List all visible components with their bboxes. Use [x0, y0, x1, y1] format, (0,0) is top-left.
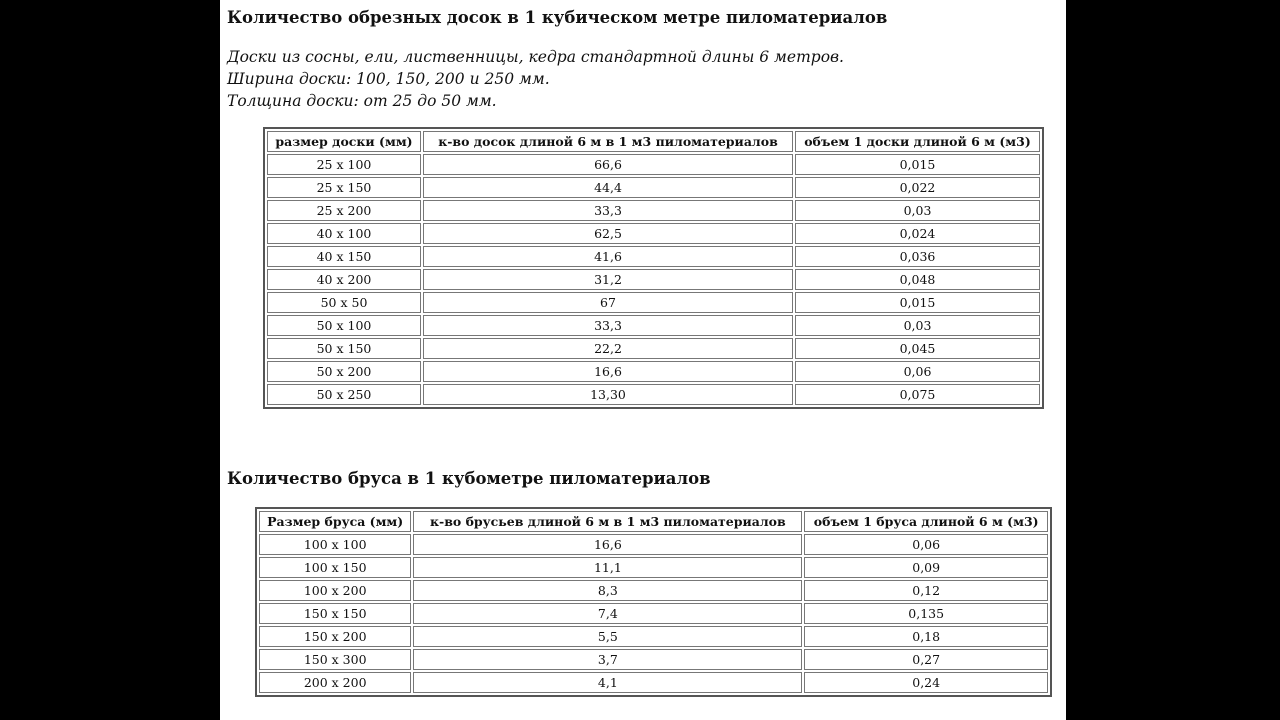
table-cell: 0,015 [795, 292, 1040, 313]
table-row [267, 361, 1040, 382]
column-header: объем 1 доски длиной 6 м (м3) [795, 131, 1040, 152]
table-cell: 40 х 150 [267, 246, 421, 267]
table-cell: 62,5 [423, 223, 793, 244]
table-cell: 41,6 [423, 246, 793, 267]
table-cell: 0,036 [795, 246, 1040, 267]
table-row [267, 315, 1040, 336]
table-cell: 150 х 300 [259, 649, 411, 670]
table-cell: 50 х 100 [267, 315, 421, 336]
beams-table-body [259, 511, 1048, 693]
table-row [259, 672, 1048, 693]
table-cell: 11,1 [413, 557, 802, 578]
table-cell: 0,09 [804, 557, 1048, 578]
table-cell: 3,7 [413, 649, 802, 670]
table-row [267, 223, 1040, 244]
table-cell: 0,015 [795, 154, 1040, 175]
table-header-row [267, 131, 1040, 152]
table-cell: 150 х 150 [259, 603, 411, 624]
table-cell: 0,06 [795, 361, 1040, 382]
table-header-row [259, 511, 1048, 532]
table-cell: 0,135 [804, 603, 1048, 624]
table-cell: 16,6 [413, 534, 802, 555]
table-cell: 13,30 [423, 384, 793, 405]
table-row [259, 603, 1048, 624]
table-row [259, 557, 1048, 578]
table-cell: 31,2 [423, 269, 793, 290]
table-row [267, 200, 1040, 221]
table-row [259, 534, 1048, 555]
table-cell: 0,024 [795, 223, 1040, 244]
table-row [267, 269, 1040, 290]
table-cell: 22,2 [423, 338, 793, 359]
table-cell: 25 х 100 [267, 154, 421, 175]
table-cell: 0,022 [795, 177, 1040, 198]
intro-line: Доски из сосны, ели, лиственницы, кедра стандартной длины 6 метров. [227, 48, 844, 66]
table-cell: 7,4 [413, 603, 802, 624]
table-cell: 50 х 250 [267, 384, 421, 405]
intro-line: Ширина доски: 100, 150, 200 и 250 мм. [227, 70, 550, 88]
table-cell: 50 х 150 [267, 338, 421, 359]
section1-title: Количество обрезных досок в 1 кубическом метре пиломатериалов [227, 8, 888, 27]
table-row [267, 177, 1040, 198]
table-cell: 40 х 100 [267, 223, 421, 244]
table-cell: 0,27 [804, 649, 1048, 670]
table-row [267, 292, 1040, 313]
table-row [267, 154, 1040, 175]
table-row [267, 246, 1040, 267]
column-header: к-во брусьев длиной 6 м в 1 м3 пиломатериалов [413, 511, 802, 532]
intro-line: Толщина доски: от 25 до 50 мм. [227, 92, 497, 110]
table-cell: 4,1 [413, 672, 802, 693]
table-cell: 200 х 200 [259, 672, 411, 693]
table-cell: 40 х 200 [267, 269, 421, 290]
table-cell: 100 х 150 [259, 557, 411, 578]
table-cell: 67 [423, 292, 793, 313]
table-cell: 50 х 200 [267, 361, 421, 382]
table-cell: 0,03 [795, 200, 1040, 221]
table-cell: 0,06 [804, 534, 1048, 555]
table-row [259, 580, 1048, 601]
table-cell: 66,6 [423, 154, 793, 175]
table-cell: 25 х 200 [267, 200, 421, 221]
document-page [220, 0, 1066, 720]
beams-table [255, 507, 1052, 697]
table-cell: 0,045 [795, 338, 1040, 359]
table-cell: 150 х 200 [259, 626, 411, 647]
section2-title: Количество бруса в 1 кубометре пиломатериалов [227, 469, 711, 488]
boards-table [263, 127, 1044, 409]
column-header: размер доски (мм) [267, 131, 421, 152]
table-row [259, 626, 1048, 647]
table-cell: 5,5 [413, 626, 802, 647]
table-cell: 8,3 [413, 580, 802, 601]
table-cell: 0,048 [795, 269, 1040, 290]
column-header: к-во досок длиной 6 м в 1 м3 пиломатериалов [423, 131, 793, 152]
table-row [267, 384, 1040, 405]
column-header: Размер бруса (мм) [259, 511, 411, 532]
table-cell: 33,3 [423, 200, 793, 221]
table-row [259, 649, 1048, 670]
table-cell: 33,3 [423, 315, 793, 336]
column-header: объем 1 бруса длиной 6 м (м3) [804, 511, 1048, 532]
table-cell: 100 х 200 [259, 580, 411, 601]
table-cell: 16,6 [423, 361, 793, 382]
table-cell: 0,24 [804, 672, 1048, 693]
section1-intro [227, 46, 844, 112]
table-cell: 0,12 [804, 580, 1048, 601]
table-cell: 0,075 [795, 384, 1040, 405]
table-cell: 0,18 [804, 626, 1048, 647]
table-row [267, 338, 1040, 359]
table-cell: 0,03 [795, 315, 1040, 336]
boards-table-body [267, 131, 1040, 405]
table-cell: 100 х 100 [259, 534, 411, 555]
table-cell: 50 х 50 [267, 292, 421, 313]
table-cell: 44,4 [423, 177, 793, 198]
table-cell: 25 х 150 [267, 177, 421, 198]
